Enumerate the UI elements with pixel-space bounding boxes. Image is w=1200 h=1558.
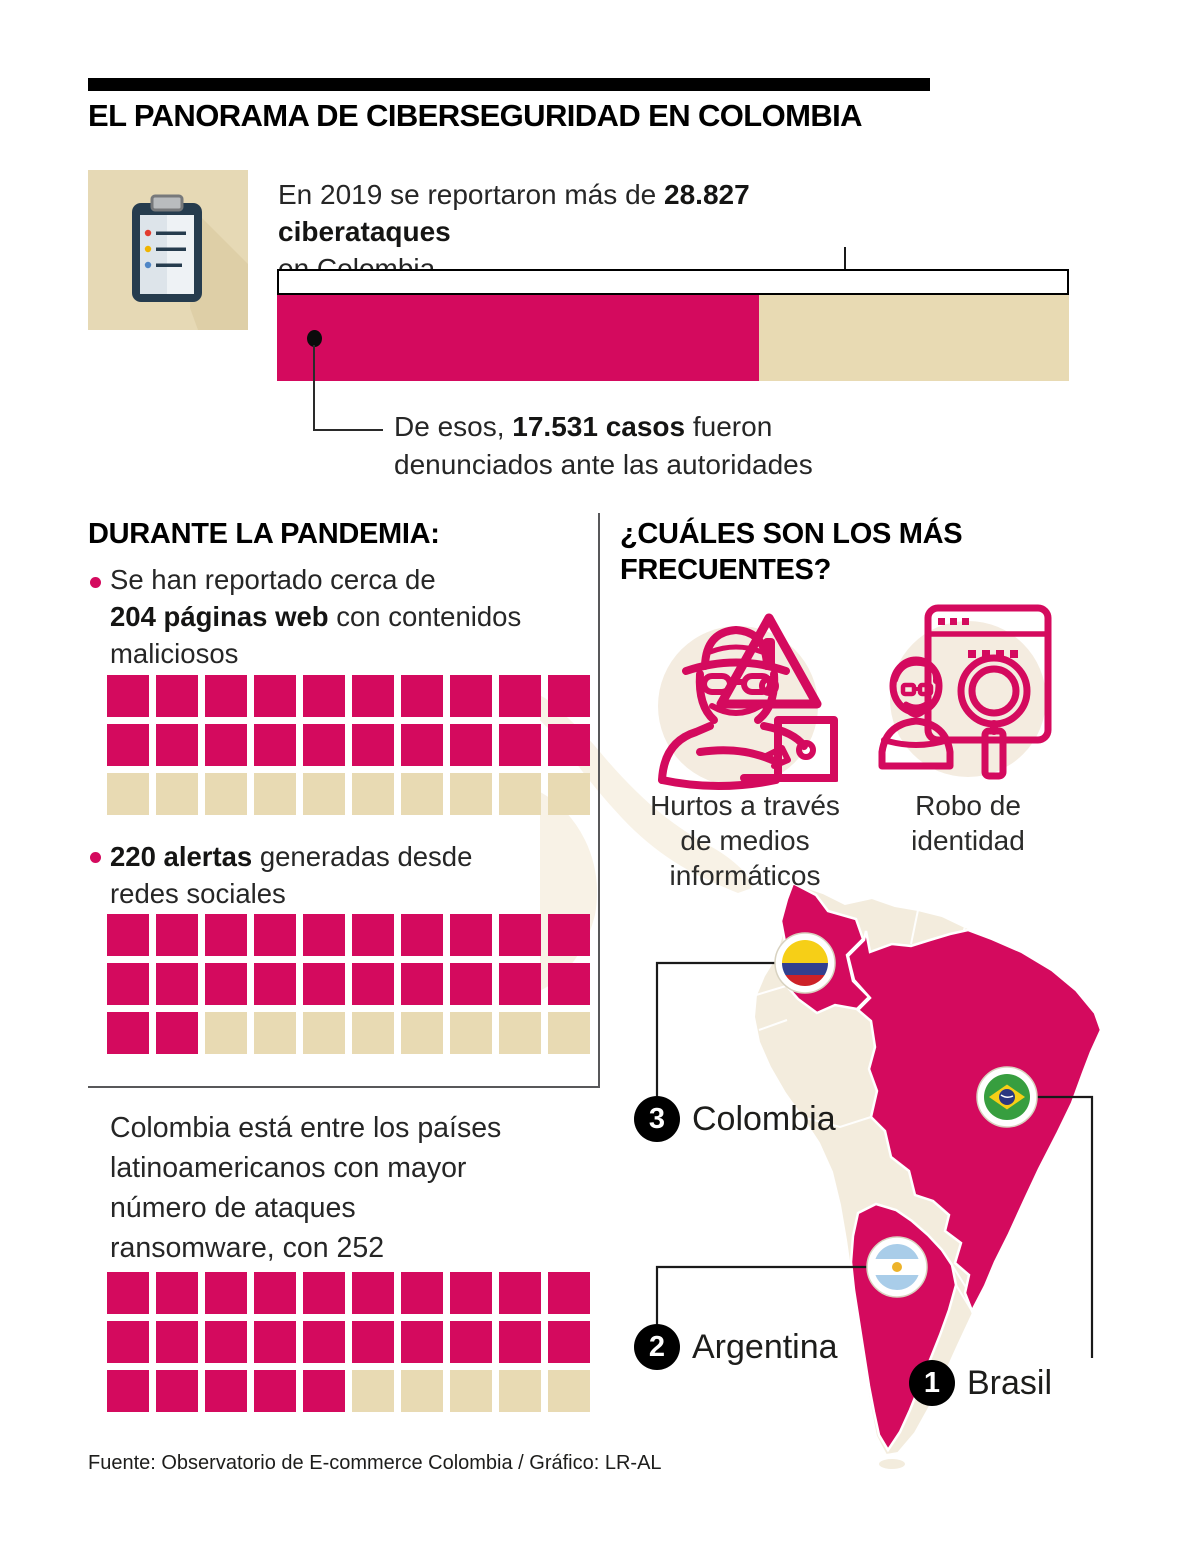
waffle-cell [156,1370,198,1412]
hurtos-label: Hurtos a través de medios informáticos [650,790,840,891]
attack-bar-reported-fill [277,295,759,381]
clipboard-icon [88,170,248,330]
waffle-cell [254,914,296,956]
waffle-cell [352,675,394,717]
waffle-cell [107,963,149,1005]
waffle-cell [254,773,296,815]
waffle-cell [499,675,541,717]
waffle-cell [303,914,345,956]
waffle-cell [303,724,345,766]
waffle-cell [548,1272,590,1314]
waffle-cell [205,724,247,766]
waffle-cell [499,1012,541,1054]
bar-note: De esos, 17.531 casos fueron denunciados ante las autoridades [394,411,813,480]
top-rule [88,78,930,91]
waffle-cell [156,724,198,766]
map-label-colombia: Colombia [692,1100,836,1138]
waffle-cell [205,1321,247,1363]
waffle-cell [352,1321,394,1363]
waffle-cell [156,1012,198,1054]
colombia-flag-icon [775,933,835,993]
waffle-cell [205,963,247,1005]
waffle-cell [499,914,541,956]
tierra-del-fuego [879,1459,905,1469]
waffle-cell [254,1272,296,1314]
waffle-cell [254,724,296,766]
waffle-cell [450,1012,492,1054]
waffle-cell [401,724,443,766]
waffle-cell [352,914,394,956]
waffle-cell [107,1321,149,1363]
waffle-cell [156,914,198,956]
waffle-cell [499,724,541,766]
waffle-cell [352,1012,394,1054]
pandemic-bullet-1: Se han reportado cerca de 204 páginas web con contenidos maliciosos [110,564,522,669]
waffle-cell [303,1321,345,1363]
pandemic-heading: DURANTE LA PANDEMIA: [88,518,440,550]
waffle-cell [352,773,394,815]
waffle-cell [450,963,492,1005]
waffle-chart-ransomware [107,1272,590,1412]
waffle-cell [303,963,345,1005]
waffle-cell [352,1272,394,1314]
waffle-cell [205,914,247,956]
waffle-cell [303,1370,345,1412]
attack-bar [277,295,1069,381]
waffle-cell [254,963,296,1005]
waffle-cell [450,1370,492,1412]
source-credit: Fuente: Observatorio de E-commerce Colombia / Gráfico: LR-AL [88,1452,662,1474]
waffle-cell [254,675,296,717]
waffle-chart-paginas-web [107,675,590,815]
waffle-cell [499,1321,541,1363]
bar-callout-hline [313,429,383,431]
waffle-cell [548,914,590,956]
waffle-chart-alertas [107,914,590,1054]
waffle-cell [352,963,394,1005]
waffle-cell [107,1012,149,1054]
map-label-brasil: Brasil [967,1364,1053,1402]
rank-badge-brasil: 1 [909,1360,955,1406]
waffle-cell [156,773,198,815]
waffle-cell [401,1272,443,1314]
pandemic-bullet-2: 220 alertas generadas desde redes sociales [110,841,473,909]
waffle-cell [303,675,345,717]
hacker-laptop-icon [648,594,838,799]
waffle-cell [107,1272,149,1314]
waffle-cell [401,914,443,956]
section-divider-horizontal [88,1086,600,1088]
waffle-cell [156,963,198,1005]
waffle-cell [401,1321,443,1363]
ransomware-text: Colombia está entre los países latinoamericanos con mayor número de ataques ransomware, con 252 [110,1112,502,1264]
waffle-cell [107,675,149,717]
waffle-cell [499,963,541,1005]
waffle-cell [303,1272,345,1314]
robo-identidad-label: Robo de identidad [911,790,1025,856]
waffle-cell [548,1370,590,1412]
waffle-cell [107,1370,149,1412]
waffle-cell [107,773,149,815]
waffle-cell [548,963,590,1005]
waffle-cell [401,1012,443,1054]
intro-callout-line [844,247,846,270]
brazil-flag-icon [977,1067,1037,1127]
waffle-cell [303,773,345,815]
bullet-dot [90,852,101,863]
waffle-cell [205,675,247,717]
waffle-cell [352,1370,394,1412]
waffle-cell [548,724,590,766]
waffle-cell [450,773,492,815]
bullet-dot [90,577,101,588]
waffle-cell [499,1272,541,1314]
intro-text: En 2019 se reportaron más de 28.827 ciberataques [278,179,750,247]
waffle-cell [450,914,492,956]
waffle-cell [303,1012,345,1054]
waffle-cell [548,1012,590,1054]
waffle-cell [548,1321,590,1363]
waffle-cell [401,773,443,815]
waffle-cell [548,773,590,815]
rank-badge-argentina: 2 [634,1324,680,1370]
waffle-cell [205,773,247,815]
waffle-cell [401,675,443,717]
page-title: EL PANORAMA DE CIBERSEGURIDAD EN COLOMBIA [88,98,862,133]
waffle-cell [254,1370,296,1412]
waffle-cell [499,773,541,815]
clipboard-tile [88,170,248,330]
waffle-cell [450,675,492,717]
waffle-cell [401,1370,443,1412]
waffle-cell [450,724,492,766]
waffle-cell [548,675,590,717]
waffle-cell [156,675,198,717]
waffle-cell [450,1321,492,1363]
waffle-cell [352,724,394,766]
waffle-cell [499,1370,541,1412]
waffle-cell [107,724,149,766]
waffle-cell [450,1272,492,1314]
attack-bar-outline [277,269,1069,295]
waffle-cell [254,1012,296,1054]
waffle-cell [156,1321,198,1363]
map-label-argentina: Argentina [692,1328,838,1366]
waffle-cell [254,1321,296,1363]
waffle-cell [107,914,149,956]
waffle-cell [156,1272,198,1314]
bar-callout-vline [313,345,315,430]
waffle-cell [205,1370,247,1412]
waffle-cell [205,1272,247,1314]
argentina-flag-icon [867,1237,927,1297]
frequent-heading: ¿CUÁLES SON LOS MÁS FRECUENTES? [620,518,963,586]
rank-badge-colombia: 3 [634,1096,680,1142]
waffle-cell [205,1012,247,1054]
identity-theft-icon [876,594,1061,799]
waffle-cell [401,963,443,1005]
